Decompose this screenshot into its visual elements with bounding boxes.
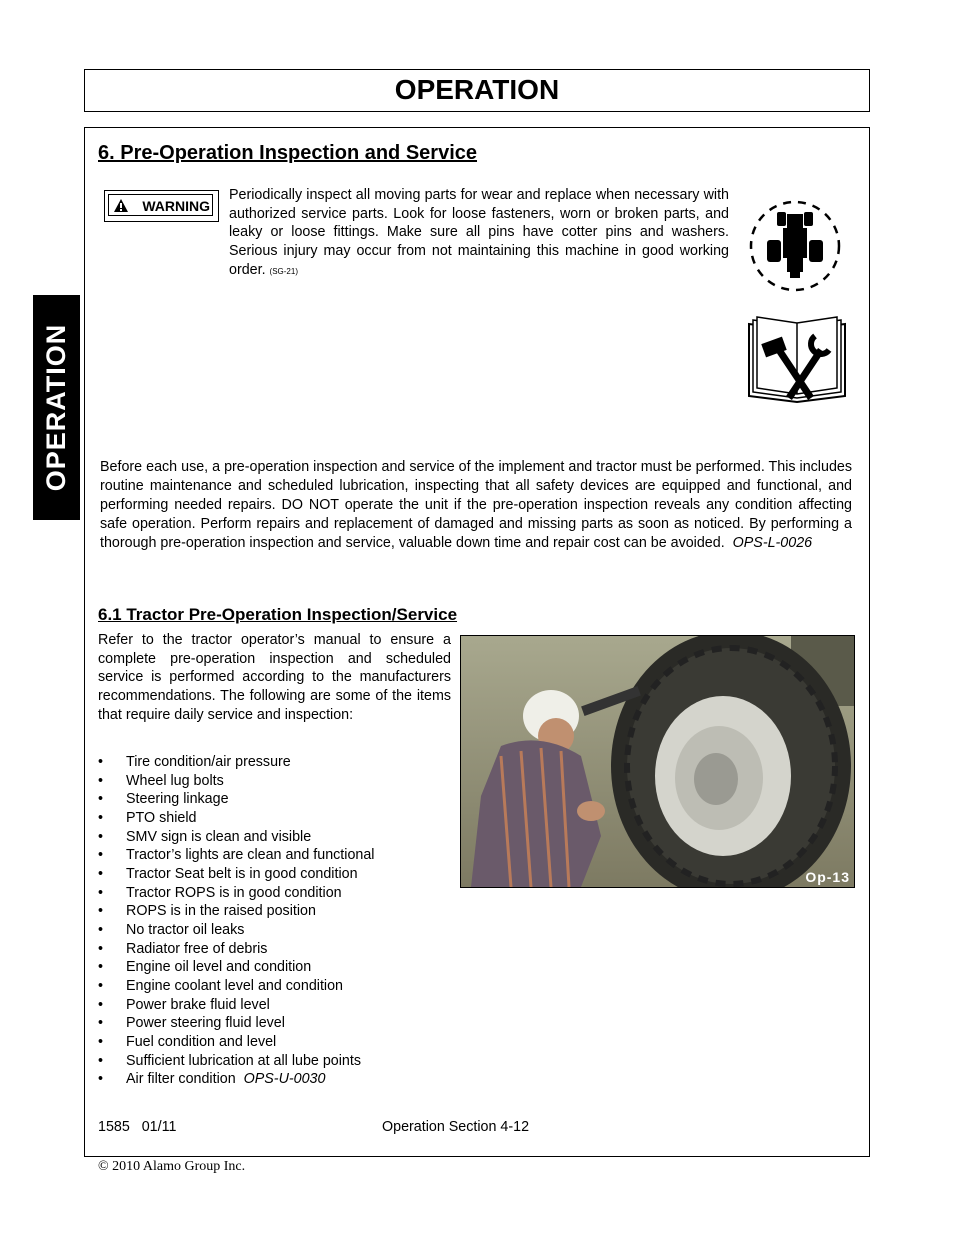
list-code: OPS-U-0030	[243, 1071, 326, 1088]
copyright: © 2010 Alamo Group Inc.	[98, 1159, 246, 1174]
photo-label: Op-13	[805, 869, 850, 885]
warning-code: (SG-21)	[269, 266, 298, 276]
body-paragraph: Before each use, a pre-operation inspection and service of the implement and tractor must be performed. This includes routine maintenance and scheduled lubrication, inspecting that all safety devices are equipped and functional, and performing needed repairs. DO NOT operate the unit if the pre-operation inspection reveals any condition affecting safe operation. Perform repairs and replacement of damaged and missing parts as soon as noticed. By performing a thorough pre-operation inspection and service, valuable down time and repair cost can be avoided. OPS-L-0026	[100, 459, 852, 551]
list-item: • Tire condition/air pressure	[98, 754, 291, 770]
page-title: OPERATION	[394, 74, 560, 105]
list-item: • SMV sign is clean and visible	[98, 828, 312, 845]
side-tab-label: OPERATION	[41, 323, 71, 492]
list-item: • Tractor’s lights are clean and functional	[98, 847, 375, 864]
intro-paragraph: Refer to the tractor operator’s manual to ensure a complete pre-operation inspection and scheduled service is performed according to the manufacturers recommendations. The following are some of the items that require daily service and inspection:	[98, 632, 451, 723]
list-item: • Steering linkage	[98, 791, 229, 808]
warning-badge	[104, 190, 219, 222]
warning-label: WARNING	[142, 198, 210, 214]
list-item: • Engine coolant level and condition	[98, 977, 343, 994]
list-item: • Tractor ROPS is in good condition	[98, 884, 342, 901]
side-tab	[33, 295, 80, 520]
list-item: • Power brake fluid level	[98, 996, 270, 1013]
list-item: • Power steering fluid level	[98, 1015, 285, 1032]
body-code: OPS-L-0026	[732, 534, 813, 551]
list-item: • Tractor Seat belt is in good condition	[98, 865, 358, 882]
subsection-title: 6.1 Tractor Pre-Operation Inspection/Service	[98, 605, 458, 624]
list-item: • Sufficient lubrication at all lube points	[98, 1052, 361, 1069]
tire-inspection-photo	[460, 635, 855, 888]
list-item: • Radiator free of debris	[98, 940, 268, 957]
list-item: • Air filter condition OPS-U-0030	[98, 1071, 326, 1088]
list-item: • Engine oil level and condition	[98, 959, 312, 976]
tractor-inspection-icon	[741, 196, 849, 296]
warning-text: Periodically inspect all moving parts for wear and replace when necessary with authorized service parts. Look for loose fasteners, worn or broken parts, and leaky or loose fittings. Make sure all pins have cotter pins and washers. Serious injury may occur from not maintaining this machine in good working order. (SG-21)	[229, 187, 729, 278]
warning-triangle-icon	[113, 198, 129, 213]
inspection-list	[98, 753, 374, 1089]
photo-illustration	[461, 636, 854, 887]
list-item: • No tractor oil leaks	[98, 921, 245, 938]
footer-page-number: Operation Section 4-12	[382, 1119, 530, 1135]
list-item: • Fuel condition and level	[98, 1033, 277, 1050]
manual-tools-icon	[745, 314, 851, 404]
list-item: • ROPS is in the raised position	[98, 903, 316, 920]
section-title: 6. Pre-Operation Inspection and Service	[98, 142, 478, 164]
header-box	[84, 69, 870, 112]
footer-model-date: 1585 01/11	[98, 1119, 177, 1135]
list-item: • PTO shield	[98, 809, 197, 826]
list-item: • Wheel lug bolts	[98, 772, 224, 789]
